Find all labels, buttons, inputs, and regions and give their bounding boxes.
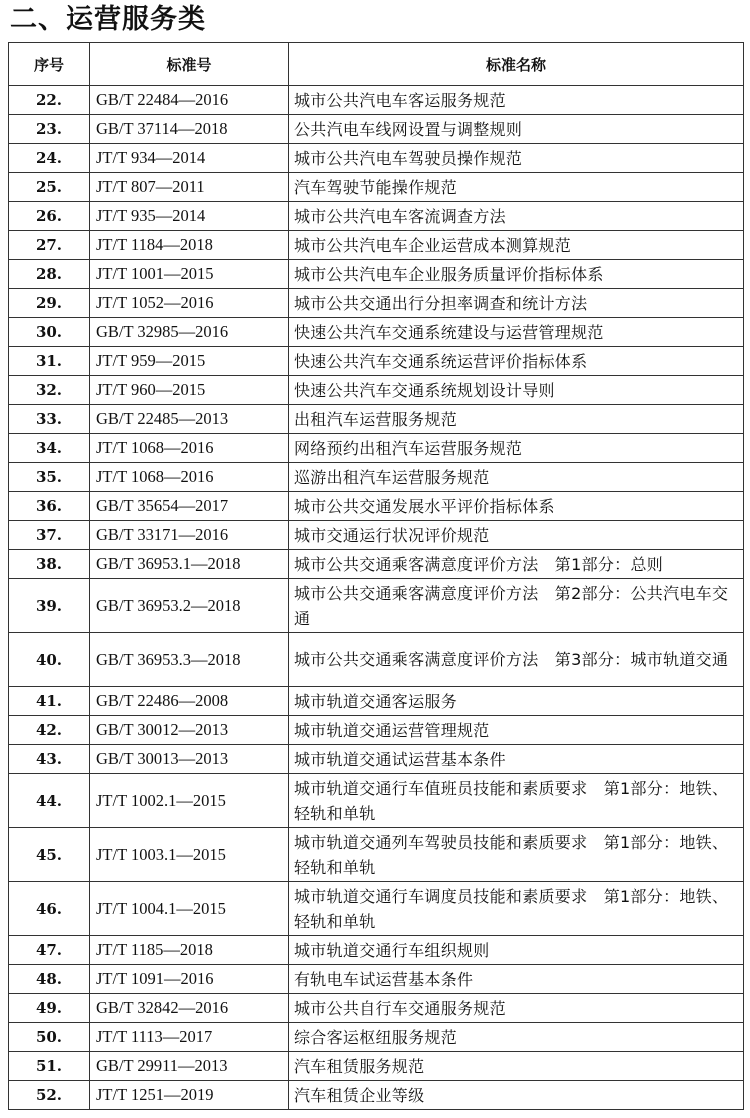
row-number: 48. — [9, 965, 90, 994]
row-code: JT/T 1091—2016 — [90, 965, 289, 994]
row-name: 城市公共交通乘客满意度评价方法 第3部分：城市轨道交通 — [289, 633, 744, 687]
row-number: 22. — [9, 86, 90, 115]
row-code: GB/T 36953.2—2018 — [90, 579, 289, 633]
row-number: 50. — [9, 1023, 90, 1052]
row-code: JT/T 934—2014 — [90, 144, 289, 173]
row-number: 39. — [9, 579, 90, 633]
row-code: JT/T 1052—2016 — [90, 289, 289, 318]
row-code: JT/T 1068—2016 — [90, 463, 289, 492]
table-row — [9, 260, 744, 289]
row-number: 23. — [9, 115, 90, 144]
row-number: 42. — [9, 716, 90, 745]
row-name: 城市公共交通发展水平评价指标体系 — [289, 492, 744, 521]
row-name: 有轨电车试运营基本条件 — [289, 965, 744, 994]
row-name: 出租汽车运营服务规范 — [289, 405, 744, 434]
header-name: 标准名称 — [289, 43, 744, 86]
row-number: 26. — [9, 202, 90, 231]
row-code: JT/T 1003.1—2015 — [90, 828, 289, 882]
row-name: 城市轨道交通列车驾驶员技能和素质要求 第1部分：地铁、轻轨和单轨 — [289, 828, 744, 882]
row-number: 45. — [9, 828, 90, 882]
table-row — [9, 550, 744, 579]
row-name: 城市公共交通出行分担率调查和统计方法 — [289, 289, 744, 318]
row-code: JT/T 807—2011 — [90, 173, 289, 202]
table-row — [9, 521, 744, 550]
row-number: 31. — [9, 347, 90, 376]
table-row — [9, 347, 744, 376]
table-row — [9, 994, 744, 1023]
row-number: 47. — [9, 936, 90, 965]
table-row — [9, 936, 744, 965]
table-row — [9, 463, 744, 492]
row-name: 城市轨道交通行车组织规则 — [289, 936, 744, 965]
row-number: 44. — [9, 774, 90, 828]
row-name: 城市公共汽电车企业服务质量评价指标体系 — [289, 260, 744, 289]
table-row — [9, 1081, 744, 1110]
row-code: GB/T 22484—2016 — [90, 86, 289, 115]
table-row — [9, 633, 744, 687]
row-name: 网络预约出租汽车运营服务规范 — [289, 434, 744, 463]
row-name: 城市轨道交通试运营基本条件 — [289, 745, 744, 774]
table-row — [9, 882, 744, 936]
row-number: 37. — [9, 521, 90, 550]
row-code: GB/T 22485—2013 — [90, 405, 289, 434]
row-name: 城市轨道交通运营管理规范 — [289, 716, 744, 745]
row-number: 40. — [9, 633, 90, 687]
row-code: GB/T 32985—2016 — [90, 318, 289, 347]
table-row — [9, 86, 744, 115]
table-row — [9, 115, 744, 144]
row-name: 综合客运枢纽服务规范 — [289, 1023, 744, 1052]
row-code: JT/T 1185—2018 — [90, 936, 289, 965]
table-row — [9, 687, 744, 716]
table-row — [9, 579, 744, 633]
table-row — [9, 231, 744, 260]
row-code: GB/T 36953.3—2018 — [90, 633, 289, 687]
table-header — [9, 43, 744, 86]
row-number: 38. — [9, 550, 90, 579]
row-number: 32. — [9, 376, 90, 405]
row-name: 城市公共交通乘客满意度评价方法 第2部分：公共汽电车交通 — [289, 579, 744, 633]
row-name: 城市公共汽电车企业运营成本测算规范 — [289, 231, 744, 260]
row-code: JT/T 1001—2015 — [90, 260, 289, 289]
table-row — [9, 828, 744, 882]
row-name: 城市公共汽电车客运服务规范 — [289, 86, 744, 115]
row-code: JT/T 959—2015 — [90, 347, 289, 376]
row-number: 43. — [9, 745, 90, 774]
row-name: 快速公共汽车交通系统运营评价指标体系 — [289, 347, 744, 376]
header-number: 序号 — [9, 43, 90, 86]
row-number: 33. — [9, 405, 90, 434]
row-number: 35. — [9, 463, 90, 492]
row-number: 34. — [9, 434, 90, 463]
row-code: JT/T 1251—2019 — [90, 1081, 289, 1110]
row-number: 52. — [9, 1081, 90, 1110]
row-code: GB/T 32842—2016 — [90, 994, 289, 1023]
row-number: 29. — [9, 289, 90, 318]
row-number: 41. — [9, 687, 90, 716]
row-code: GB/T 30013—2013 — [90, 745, 289, 774]
row-name: 城市公共交通乘客满意度评价方法 第1部分：总则 — [289, 550, 744, 579]
standards-table — [8, 42, 744, 1110]
row-name: 汽车驾驶节能操作规范 — [289, 173, 744, 202]
table-row — [9, 774, 744, 828]
table-row — [9, 376, 744, 405]
row-code: GB/T 29911—2013 — [90, 1052, 289, 1081]
row-name: 巡游出租汽车运营服务规范 — [289, 463, 744, 492]
table-row — [9, 289, 744, 318]
row-number: 24. — [9, 144, 90, 173]
table-row — [9, 318, 744, 347]
header-row — [9, 43, 744, 86]
row-code: GB/T 22486—2008 — [90, 687, 289, 716]
row-name: 城市公共自行车交通服务规范 — [289, 994, 744, 1023]
row-code: GB/T 33171—2016 — [90, 521, 289, 550]
row-number: 46. — [9, 882, 90, 936]
row-code: GB/T 37114—2018 — [90, 115, 289, 144]
row-number: 51. — [9, 1052, 90, 1081]
table-row — [9, 716, 744, 745]
row-code: JT/T 960—2015 — [90, 376, 289, 405]
row-code: JT/T 1002.1—2015 — [90, 774, 289, 828]
header-code: 标准号 — [90, 43, 289, 86]
table-row — [9, 144, 744, 173]
table-body — [9, 86, 744, 1110]
table-row — [9, 202, 744, 231]
table-row — [9, 965, 744, 994]
table-row — [9, 405, 744, 434]
table-row — [9, 434, 744, 463]
row-code: JT/T 1184—2018 — [90, 231, 289, 260]
table-row — [9, 173, 744, 202]
row-name: 城市公共汽电车客流调查方法 — [289, 202, 744, 231]
row-name: 公共汽电车线网设置与调整规则 — [289, 115, 744, 144]
row-code: GB/T 30012—2013 — [90, 716, 289, 745]
row-code: JT/T 1113—2017 — [90, 1023, 289, 1052]
row-number: 36. — [9, 492, 90, 521]
row-name: 快速公共汽车交通系统规划设计导则 — [289, 376, 744, 405]
row-code: GB/T 35654—2017 — [90, 492, 289, 521]
table-row — [9, 492, 744, 521]
table-row — [9, 1052, 744, 1081]
row-name: 快速公共汽车交通系统建设与运营管理规范 — [289, 318, 744, 347]
row-name: 汽车租赁企业等级 — [289, 1081, 744, 1110]
row-number: 49. — [9, 994, 90, 1023]
row-code: JT/T 1068—2016 — [90, 434, 289, 463]
row-number: 27. — [9, 231, 90, 260]
table-row — [9, 745, 744, 774]
row-code: JT/T 935—2014 — [90, 202, 289, 231]
section-title: 二、运营服务类 — [10, 4, 206, 35]
row-number: 25. — [9, 173, 90, 202]
row-number: 28. — [9, 260, 90, 289]
table-row — [9, 1023, 744, 1052]
row-name: 汽车租赁服务规范 — [289, 1052, 744, 1081]
row-name: 城市轨道交通行车值班员技能和素质要求 第1部分：地铁、轻轨和单轨 — [289, 774, 744, 828]
row-name: 城市交通运行状况评价规范 — [289, 521, 744, 550]
row-name: 城市公共汽电车驾驶员操作规范 — [289, 144, 744, 173]
row-code: JT/T 1004.1—2015 — [90, 882, 289, 936]
row-name: 城市轨道交通行车调度员技能和素质要求 第1部分：地铁、轻轨和单轨 — [289, 882, 744, 936]
row-number: 30. — [9, 318, 90, 347]
row-name: 城市轨道交通客运服务 — [289, 687, 744, 716]
row-code: GB/T 36953.1—2018 — [90, 550, 289, 579]
